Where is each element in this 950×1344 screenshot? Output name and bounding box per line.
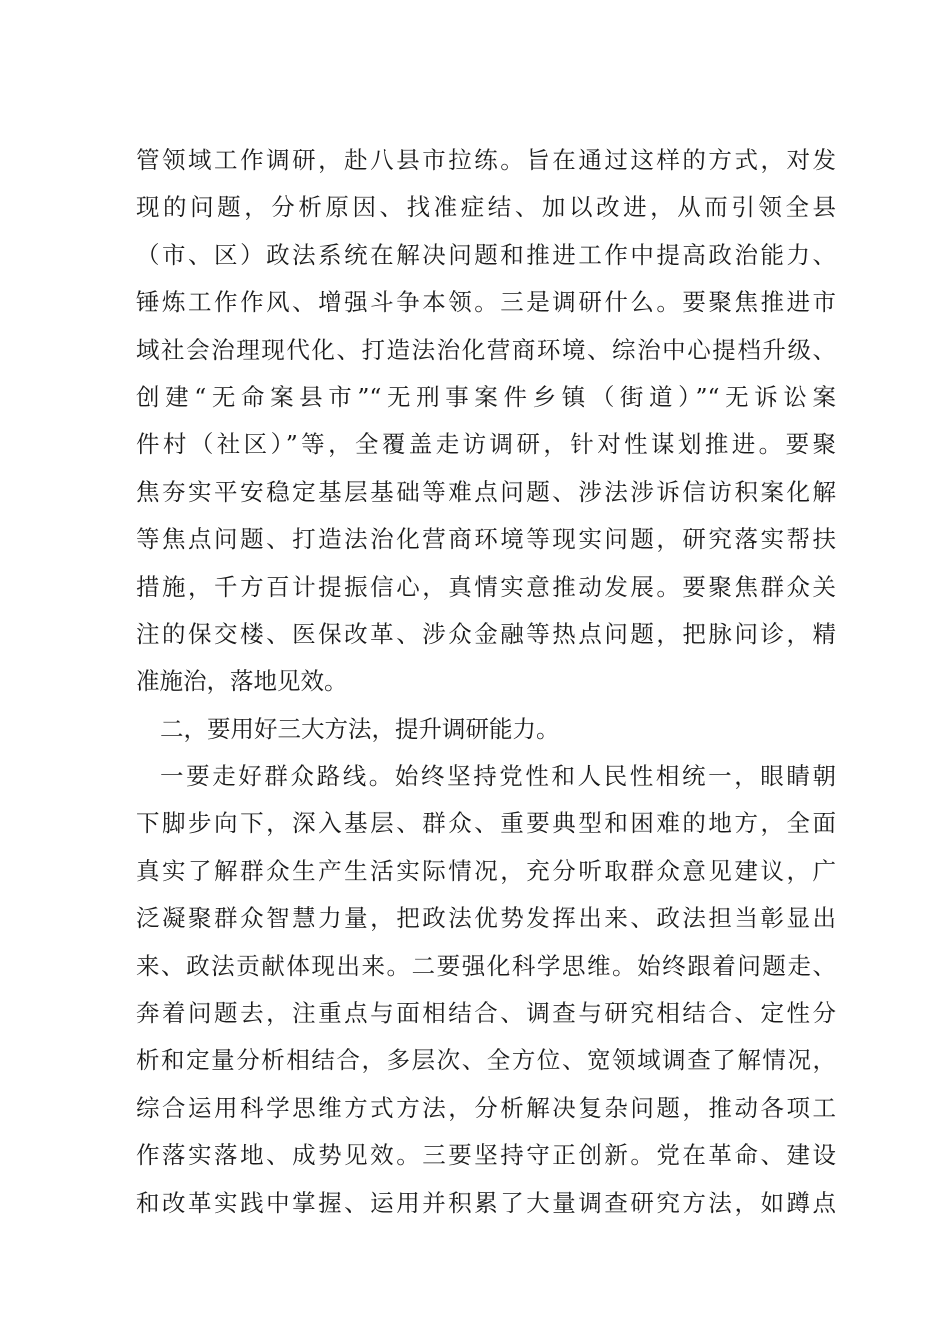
text-line: 下脚步向下，深入基层、群众、重要典型和困难的地方，全面 <box>136 809 836 838</box>
text-line: 等焦点问题、打造法治化营商环境等现实问题，研究落实帮扶 <box>136 525 836 554</box>
text-line: 措施，千方百计提振信心，真情实意推动发展。要聚焦群众关 <box>136 572 836 601</box>
text-line: 管领域工作调研，赴八县市拉练。旨在通过这样的方式，对发 <box>136 146 836 174</box>
section-heading: 二，要用好三大方法，提升调研能力。 <box>160 714 560 743</box>
text-line: 作落实落地、成势见效。三要坚持守正创新。党在革命、建设 <box>136 1141 836 1170</box>
body-text <box>136 137 836 1227</box>
text-line: 泛凝聚群众智慧力量，把政法优势发挥出来、政法担当彰显出 <box>136 904 836 933</box>
text-line: 一要走好群众路线。始终坚持党性和人民性相统一，眼睛朝 <box>160 762 836 791</box>
text-line: 域社会治理现代化、打造法治化营商环境、综治中心提档升级、 <box>136 335 836 364</box>
text-line: 奔着问题去，注重点与面相结合、调查与研究相结合、定性分 <box>136 999 836 1028</box>
text-line: 和改革实践中掌握、运用并积累了大量调查研究方法，如蹲点 <box>136 1188 836 1217</box>
text-line: 真实了解群众生产生活实际情况，充分听取群众意见建议，广 <box>136 856 836 885</box>
text-line: （市、区）政法系统在解决问题和推进工作中提高政治能力、 <box>136 240 836 269</box>
text-line: 现的问题，分析原因、找准症结、加以改进，从而引领全县 <box>136 193 836 222</box>
text-line: 准施治，落地见效。 <box>136 667 348 696</box>
text-line: 注的保交楼、医保改革、涉众金融等热点问题，把脉问诊，精 <box>136 619 836 648</box>
text-line: 析和定量分析相结合，多层次、全方位、宽领域调查了解情况， <box>136 1046 836 1075</box>
text-line: 焦夯实平安稳定基层基础等难点问题、涉法涉诉信访积案化解 <box>136 477 836 506</box>
text-line: 件村（社区）”等，全覆盖走访调研，针对性谋划推进。要聚 <box>136 430 836 459</box>
text-line: 创建“无命案县市”“无刑事案件乡镇（街道）”“无诉讼案 <box>136 382 836 411</box>
text-line: 综合运用科学思维方式方法，分析解决复杂问题，推动各项工 <box>136 1093 836 1122</box>
text-line: 来、政法贡献体现出来。二要强化科学思维。始终跟着问题走、 <box>136 951 836 980</box>
text-line: 锤炼工作作风、增强斗争本领。三是调研什么。要聚焦推进市 <box>136 288 836 317</box>
